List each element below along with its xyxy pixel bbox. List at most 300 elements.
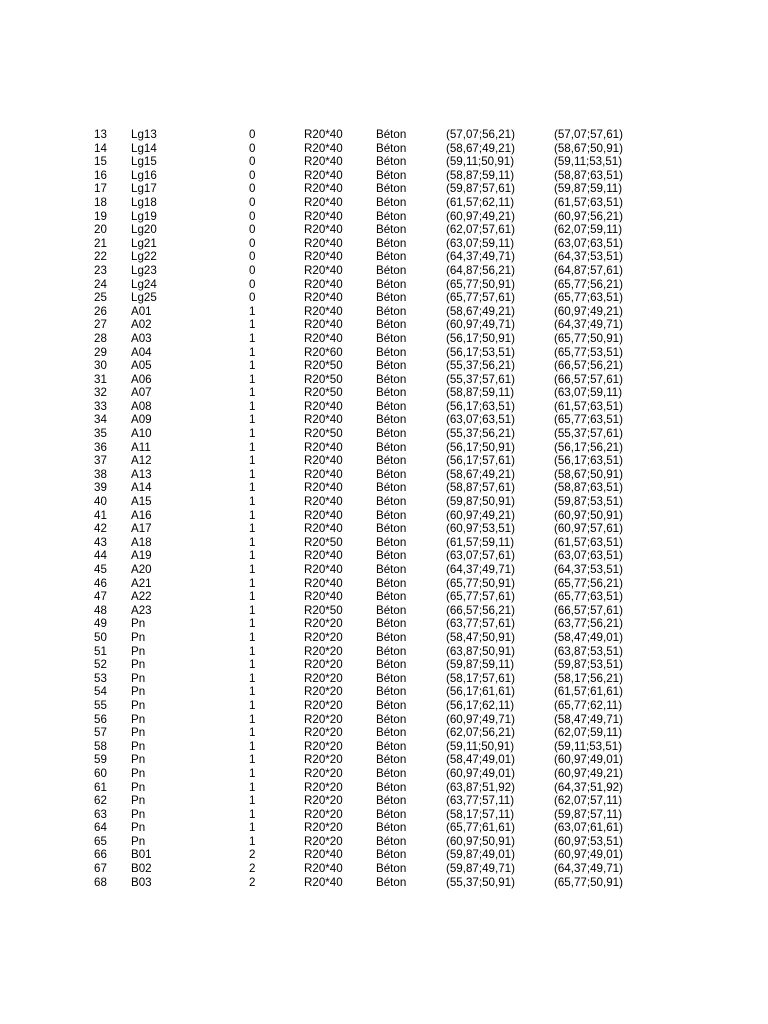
section-value: R20*50 bbox=[304, 535, 343, 549]
material-value: Béton bbox=[376, 644, 407, 658]
element-name: Pn bbox=[131, 834, 146, 848]
end-point: (65,77;63,51) bbox=[554, 590, 623, 604]
level-value: 0 bbox=[249, 182, 256, 196]
end-point: (55,37;57,61) bbox=[554, 427, 623, 441]
section-value: R20*20 bbox=[304, 658, 343, 672]
start-point: (58,87;57,61) bbox=[446, 481, 515, 495]
row-number: 59 bbox=[94, 753, 107, 767]
element-name: Pn bbox=[131, 739, 146, 753]
element-name: Lg22 bbox=[131, 250, 157, 264]
table-row bbox=[0, 848, 768, 862]
start-point: (63,07;57,61) bbox=[446, 549, 515, 563]
section-value: R20*20 bbox=[304, 739, 343, 753]
element-name: A06 bbox=[131, 372, 152, 386]
level-value: 0 bbox=[249, 155, 256, 169]
start-point: (65,77;61,61) bbox=[446, 821, 515, 835]
table-row bbox=[0, 495, 768, 509]
end-point: (64,37;53,51) bbox=[554, 563, 623, 576]
row-number: 23 bbox=[94, 263, 107, 277]
end-point: (59,87;53,51) bbox=[554, 495, 623, 509]
row-number: 37 bbox=[94, 454, 107, 468]
table-row bbox=[0, 876, 768, 890]
row-number: 22 bbox=[94, 250, 107, 264]
level-value: 1 bbox=[249, 576, 256, 590]
end-point: (65,77;50,91) bbox=[554, 331, 623, 345]
row-number: 68 bbox=[94, 875, 107, 889]
row-number: 38 bbox=[94, 467, 107, 481]
material-value: Béton bbox=[376, 576, 407, 590]
table-row bbox=[0, 767, 768, 781]
table-row bbox=[0, 427, 768, 441]
section-value: R20*50 bbox=[304, 386, 343, 400]
section-value: R20*40 bbox=[304, 862, 343, 876]
level-value: 2 bbox=[249, 848, 256, 862]
section-value: R20*40 bbox=[304, 182, 343, 196]
material-value: Béton bbox=[376, 726, 407, 740]
row-number: 20 bbox=[94, 223, 107, 237]
section-value: R20*20 bbox=[304, 617, 343, 631]
row-number: 65 bbox=[94, 834, 107, 848]
row-number: 57 bbox=[94, 726, 107, 740]
element-name: A22 bbox=[131, 590, 152, 604]
table-row bbox=[0, 835, 768, 849]
table-row bbox=[0, 808, 768, 822]
table-row bbox=[0, 821, 768, 835]
row-number: 36 bbox=[94, 440, 107, 454]
table-row bbox=[0, 604, 768, 618]
row-number: 47 bbox=[94, 590, 107, 604]
section-value: R20*40 bbox=[304, 304, 343, 318]
end-point: (58,87;63,51) bbox=[554, 481, 623, 495]
end-point: (57,07;57,61) bbox=[554, 128, 623, 141]
table-row bbox=[0, 549, 768, 563]
end-point: (59,87;57,11) bbox=[554, 807, 623, 821]
element-name: A12 bbox=[131, 454, 152, 468]
start-point: (59,87;50,91) bbox=[446, 495, 515, 509]
table-row bbox=[0, 713, 768, 727]
material-value: Béton bbox=[376, 508, 407, 522]
end-point: (63,77;56,21) bbox=[554, 617, 623, 631]
material-value: Béton bbox=[376, 263, 407, 277]
level-value: 1 bbox=[249, 739, 256, 753]
element-name: Lg21 bbox=[131, 236, 157, 250]
section-value: R20*40 bbox=[304, 263, 343, 277]
table-row bbox=[0, 155, 768, 169]
material-value: Béton bbox=[376, 712, 407, 726]
material-value: Béton bbox=[376, 291, 407, 305]
element-name: Pn bbox=[131, 671, 146, 685]
level-value: 1 bbox=[249, 549, 256, 563]
element-name: A07 bbox=[131, 386, 152, 400]
element-name: Pn bbox=[131, 821, 146, 835]
start-point: (65,77;57,61) bbox=[446, 590, 515, 604]
level-value: 1 bbox=[249, 698, 256, 712]
end-point: (60,97;50,91) bbox=[554, 508, 623, 522]
element-name: Lg13 bbox=[131, 128, 157, 141]
table-row bbox=[0, 699, 768, 713]
start-point: (66,57;56,21) bbox=[446, 603, 515, 617]
row-number: 31 bbox=[94, 372, 107, 386]
end-point: (66,57;57,61) bbox=[554, 372, 623, 386]
row-number: 51 bbox=[94, 644, 107, 658]
section-value: R20*40 bbox=[304, 141, 343, 155]
table-row bbox=[0, 753, 768, 767]
start-point: (59,87;59,11) bbox=[446, 658, 515, 672]
element-name: A14 bbox=[131, 481, 152, 495]
element-name: Lg25 bbox=[131, 291, 157, 305]
row-number: 28 bbox=[94, 331, 107, 345]
element-name: Pn bbox=[131, 712, 146, 726]
start-point: (59,11;50,91) bbox=[446, 739, 515, 753]
start-point: (60,97;49,01) bbox=[446, 766, 515, 780]
level-value: 0 bbox=[249, 250, 256, 264]
start-point: (58,87;59,11) bbox=[446, 386, 515, 400]
material-value: Béton bbox=[376, 766, 407, 780]
row-number: 45 bbox=[94, 563, 107, 576]
material-value: Béton bbox=[376, 522, 407, 536]
end-point: (60,97;49,21) bbox=[554, 766, 623, 780]
start-point: (65,77;50,91) bbox=[446, 277, 515, 291]
start-point: (65,77;50,91) bbox=[446, 576, 515, 590]
start-point: (58,47;50,91) bbox=[446, 630, 515, 644]
element-name: Pn bbox=[131, 698, 146, 712]
end-point: (59,11;53,51) bbox=[554, 155, 623, 169]
end-point: (60,97;53,51) bbox=[554, 834, 623, 848]
start-point: (56,17;61,61) bbox=[446, 685, 515, 699]
table-row bbox=[0, 128, 768, 142]
level-value: 0 bbox=[249, 223, 256, 237]
level-value: 1 bbox=[249, 671, 256, 685]
section-value: R20*40 bbox=[304, 454, 343, 468]
section-value: R20*20 bbox=[304, 807, 343, 821]
section-value: R20*50 bbox=[304, 603, 343, 617]
level-value: 2 bbox=[249, 875, 256, 889]
element-name: A16 bbox=[131, 508, 152, 522]
level-value: 1 bbox=[249, 427, 256, 441]
level-value: 1 bbox=[249, 807, 256, 821]
row-number: 18 bbox=[94, 195, 107, 209]
element-name: A04 bbox=[131, 345, 152, 359]
element-name: Pn bbox=[131, 794, 146, 808]
end-point: (65,77;50,91) bbox=[554, 875, 623, 889]
level-value: 1 bbox=[249, 481, 256, 495]
level-value: 1 bbox=[249, 399, 256, 413]
level-value: 1 bbox=[249, 794, 256, 808]
level-value: 1 bbox=[249, 304, 256, 318]
material-value: Béton bbox=[376, 875, 407, 889]
element-name: Pn bbox=[131, 658, 146, 672]
table-row bbox=[0, 577, 768, 591]
row-number: 41 bbox=[94, 508, 107, 522]
table-row bbox=[0, 441, 768, 455]
row-number: 42 bbox=[94, 522, 107, 536]
start-point: (59,11;50,91) bbox=[446, 155, 515, 169]
material-value: Béton bbox=[376, 277, 407, 291]
section-value: R20*20 bbox=[304, 766, 343, 780]
section-value: R20*40 bbox=[304, 413, 343, 427]
end-point: (63,07;59,11) bbox=[554, 386, 623, 400]
row-number: 64 bbox=[94, 821, 107, 835]
row-number: 50 bbox=[94, 630, 107, 644]
material-value: Béton bbox=[376, 318, 407, 332]
end-point: (60,97;56,21) bbox=[554, 209, 623, 223]
end-point: (59,11;53,51) bbox=[554, 739, 623, 753]
element-name: B01 bbox=[131, 848, 152, 862]
table-row bbox=[0, 142, 768, 156]
row-number: 15 bbox=[94, 155, 107, 169]
table-row bbox=[0, 862, 768, 876]
table-row bbox=[0, 536, 768, 550]
element-name: Lg23 bbox=[131, 263, 157, 277]
start-point: (60,97;50,91) bbox=[446, 834, 515, 848]
material-value: Béton bbox=[376, 848, 407, 862]
element-name: Pn bbox=[131, 726, 146, 740]
level-value: 0 bbox=[249, 195, 256, 209]
section-value: R20*20 bbox=[304, 644, 343, 658]
material-value: Béton bbox=[376, 440, 407, 454]
table-row bbox=[0, 386, 768, 400]
material-value: Béton bbox=[376, 155, 407, 169]
end-point: (64,37;49,71) bbox=[554, 862, 623, 876]
end-point: (61,57;63,51) bbox=[554, 195, 623, 209]
element-name: Pn bbox=[131, 780, 146, 794]
section-value: R20*40 bbox=[304, 440, 343, 454]
material-value: Béton bbox=[376, 223, 407, 237]
row-number: 40 bbox=[94, 495, 107, 509]
table-row bbox=[0, 468, 768, 482]
row-number: 61 bbox=[94, 780, 107, 794]
section-value: R20*40 bbox=[304, 495, 343, 509]
table-row bbox=[0, 373, 768, 387]
table-row bbox=[0, 726, 768, 740]
row-number: 35 bbox=[94, 427, 107, 441]
level-value: 1 bbox=[249, 644, 256, 658]
section-value: R20*20 bbox=[304, 630, 343, 644]
section-value: R20*40 bbox=[304, 508, 343, 522]
start-point: (60,97;49,71) bbox=[446, 318, 515, 332]
table-row bbox=[0, 645, 768, 659]
element-name: A10 bbox=[131, 427, 152, 441]
level-value: 1 bbox=[249, 386, 256, 400]
start-point: (63,07;59,11) bbox=[446, 236, 515, 250]
level-value: 1 bbox=[249, 726, 256, 740]
section-value: R20*40 bbox=[304, 155, 343, 169]
row-number: 48 bbox=[94, 603, 107, 617]
element-name: Pn bbox=[131, 617, 146, 631]
level-value: 1 bbox=[249, 834, 256, 848]
start-point: (64,37;49,71) bbox=[446, 563, 515, 576]
table-row bbox=[0, 740, 768, 754]
section-value: R20*40 bbox=[304, 277, 343, 291]
material-value: Béton bbox=[376, 685, 407, 699]
element-name: Lg19 bbox=[131, 209, 157, 223]
start-point: (56,17;50,91) bbox=[446, 440, 515, 454]
row-number: 30 bbox=[94, 359, 107, 373]
table-row bbox=[0, 346, 768, 360]
element-name: A20 bbox=[131, 563, 152, 576]
material-value: Béton bbox=[376, 168, 407, 182]
table-row bbox=[0, 223, 768, 237]
row-number: 43 bbox=[94, 535, 107, 549]
start-point: (58,87;59,11) bbox=[446, 168, 515, 182]
material-value: Béton bbox=[376, 603, 407, 617]
end-point: (66,57;56,21) bbox=[554, 359, 623, 373]
end-point: (63,07;63,51) bbox=[554, 236, 623, 250]
table-row bbox=[0, 794, 768, 808]
end-point: (58,47;49,01) bbox=[554, 630, 623, 644]
table-row bbox=[0, 237, 768, 251]
section-value: R20*40 bbox=[304, 481, 343, 495]
element-name: B02 bbox=[131, 862, 152, 876]
element-name: A08 bbox=[131, 399, 152, 413]
end-point: (56,17;56,21) bbox=[554, 440, 623, 454]
level-value: 1 bbox=[249, 753, 256, 767]
row-number: 32 bbox=[94, 386, 107, 400]
level-value: 1 bbox=[249, 603, 256, 617]
section-value: R20*40 bbox=[304, 467, 343, 481]
level-value: 2 bbox=[249, 862, 256, 876]
material-value: Béton bbox=[376, 467, 407, 481]
section-value: R20*20 bbox=[304, 685, 343, 699]
row-number: 13 bbox=[94, 128, 107, 141]
end-point: (58,67;50,91) bbox=[554, 467, 623, 481]
element-name: Lg17 bbox=[131, 182, 157, 196]
end-point: (59,87;59,11) bbox=[554, 182, 623, 196]
section-value: R20*50 bbox=[304, 359, 343, 373]
element-name: Pn bbox=[131, 766, 146, 780]
table-row bbox=[0, 590, 768, 604]
section-value: R20*20 bbox=[304, 834, 343, 848]
row-number: 63 bbox=[94, 807, 107, 821]
end-point: (62,07;59,11) bbox=[554, 726, 623, 740]
material-value: Béton bbox=[376, 141, 407, 155]
start-point: (64,87;56,21) bbox=[446, 263, 515, 277]
start-point: (63,77;57,11) bbox=[446, 794, 515, 808]
table-row bbox=[0, 481, 768, 495]
level-value: 1 bbox=[249, 508, 256, 522]
material-value: Béton bbox=[376, 413, 407, 427]
start-point: (62,07;56,21) bbox=[446, 726, 515, 740]
level-value: 1 bbox=[249, 413, 256, 427]
start-point: (55,37;56,21) bbox=[446, 359, 515, 373]
section-value: R20*40 bbox=[304, 195, 343, 209]
table-row bbox=[0, 250, 768, 264]
element-name: Pn bbox=[131, 807, 146, 821]
end-point: (64,87;57,61) bbox=[554, 263, 623, 277]
section-value: R20*20 bbox=[304, 821, 343, 835]
end-point: (60,97;57,61) bbox=[554, 522, 623, 536]
element-name: A01 bbox=[131, 304, 152, 318]
row-number: 33 bbox=[94, 399, 107, 413]
end-point: (61,57;61,61) bbox=[554, 685, 623, 699]
start-point: (61,57;59,11) bbox=[446, 535, 515, 549]
section-value: R20*20 bbox=[304, 780, 343, 794]
start-point: (60,97;49,71) bbox=[446, 712, 515, 726]
section-value: R20*40 bbox=[304, 168, 343, 182]
table-row bbox=[0, 291, 768, 305]
row-number: 52 bbox=[94, 658, 107, 672]
section-value: R20*40 bbox=[304, 563, 343, 576]
material-value: Béton bbox=[376, 454, 407, 468]
level-value: 1 bbox=[249, 440, 256, 454]
start-point: (63,87;51,92) bbox=[446, 780, 515, 794]
element-name: Pn bbox=[131, 753, 146, 767]
table-row bbox=[0, 318, 768, 332]
material-value: Béton bbox=[376, 195, 407, 209]
element-name: Lg16 bbox=[131, 168, 157, 182]
section-value: R20*40 bbox=[304, 399, 343, 413]
row-number: 29 bbox=[94, 345, 107, 359]
end-point: (60,97;49,01) bbox=[554, 753, 623, 767]
table-row bbox=[0, 563, 768, 577]
table-row bbox=[0, 509, 768, 523]
element-name: A13 bbox=[131, 467, 152, 481]
level-value: 1 bbox=[249, 658, 256, 672]
start-point: (60,97;49,21) bbox=[446, 508, 515, 522]
table-row bbox=[0, 672, 768, 686]
row-number: 26 bbox=[94, 304, 107, 318]
end-point: (61,57;63,51) bbox=[554, 399, 623, 413]
end-point: (65,77;62,11) bbox=[554, 698, 623, 712]
material-value: Béton bbox=[376, 834, 407, 848]
section-value: R20*40 bbox=[304, 549, 343, 563]
row-number: 62 bbox=[94, 794, 107, 808]
section-value: R20*40 bbox=[304, 848, 343, 862]
section-value: R20*40 bbox=[304, 875, 343, 889]
table-row bbox=[0, 400, 768, 414]
row-number: 56 bbox=[94, 712, 107, 726]
row-number: 17 bbox=[94, 182, 107, 196]
table-row bbox=[0, 182, 768, 196]
element-name: A11 bbox=[131, 440, 151, 454]
level-value: 1 bbox=[249, 522, 256, 536]
element-name: Pn bbox=[131, 644, 146, 658]
start-point: (55,37;50,91) bbox=[446, 875, 515, 889]
element-name: Lg18 bbox=[131, 195, 157, 209]
section-value: R20*40 bbox=[304, 128, 343, 141]
material-value: Béton bbox=[376, 821, 407, 835]
section-value: R20*20 bbox=[304, 726, 343, 740]
element-name: Pn bbox=[131, 685, 146, 699]
end-point: (58,67;50,91) bbox=[554, 141, 623, 155]
table-row bbox=[0, 169, 768, 183]
material-value: Béton bbox=[376, 427, 407, 441]
end-point: (63,07;61,61) bbox=[554, 821, 623, 835]
end-point: (56,17;63,51) bbox=[554, 454, 623, 468]
material-value: Béton bbox=[376, 563, 407, 576]
end-point: (62,07;57,11) bbox=[554, 794, 623, 808]
element-name: B03 bbox=[131, 875, 152, 889]
row-number: 34 bbox=[94, 413, 107, 427]
start-point: (63,77;57,61) bbox=[446, 617, 515, 631]
start-point: (65,77;57,61) bbox=[446, 291, 515, 305]
level-value: 1 bbox=[249, 712, 256, 726]
material-value: Béton bbox=[376, 182, 407, 196]
section-value: R20*20 bbox=[304, 712, 343, 726]
row-number: 60 bbox=[94, 766, 107, 780]
end-point: (65,77;63,51) bbox=[554, 291, 623, 305]
material-value: Béton bbox=[376, 250, 407, 264]
element-name: A17 bbox=[131, 522, 152, 536]
section-value: R20*40 bbox=[304, 223, 343, 237]
section-value: R20*40 bbox=[304, 590, 343, 604]
level-value: 1 bbox=[249, 345, 256, 359]
section-value: R20*20 bbox=[304, 698, 343, 712]
row-number: 19 bbox=[94, 209, 107, 223]
table-row bbox=[0, 781, 768, 795]
row-number: 53 bbox=[94, 671, 107, 685]
section-value: R20*20 bbox=[304, 794, 343, 808]
